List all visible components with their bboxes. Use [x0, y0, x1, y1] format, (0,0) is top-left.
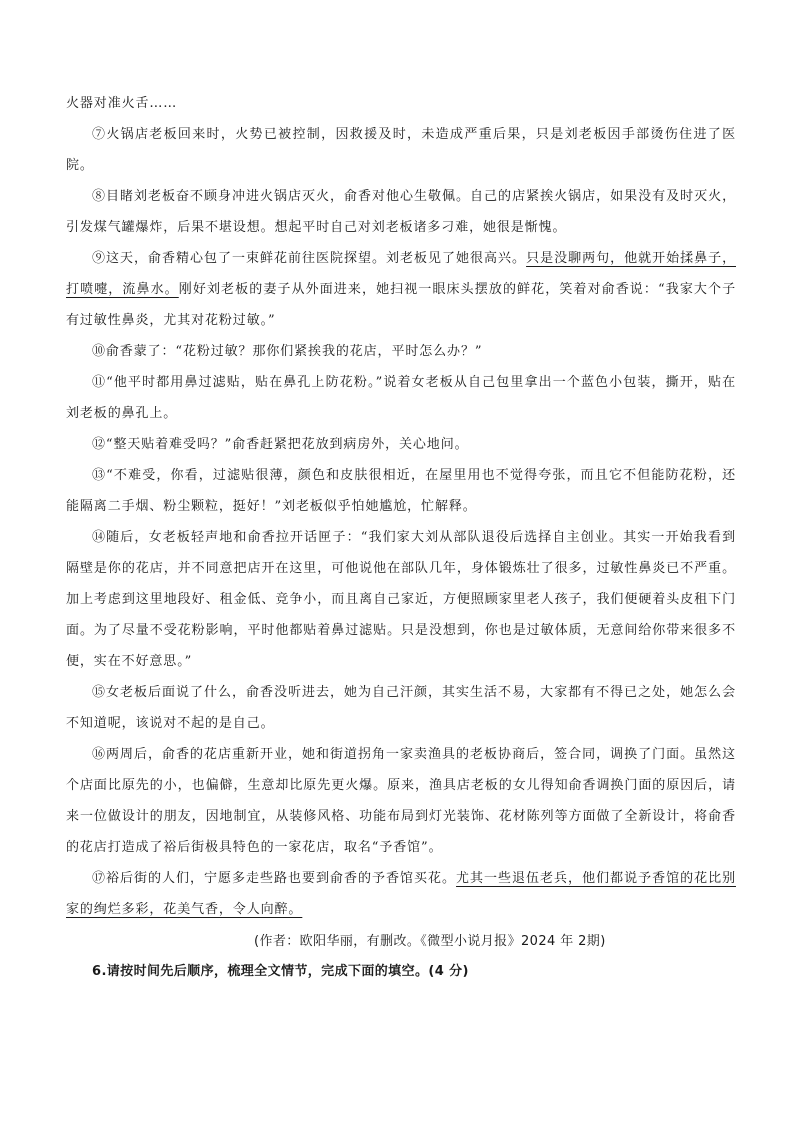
- paragraph-11: ⑪“他平时都用鼻过滤贴，贴在鼻孔上防花粉。”说着女老板从自己包里拿出一个蓝色小包装，撕开，贴在刘老板的鼻孔上。: [66, 375, 736, 421]
- paragraph-10: ⑩俞香蒙了：“花粉过敏？那你们紧挨我的花店，平时怎么办？”: [92, 344, 483, 359]
- paragraph-7: ⑦火锅店老板回来时，火势已被控制，因救援及时，未造成严重后果，只是刘老板因手部烫伤住进了医院。: [66, 127, 736, 173]
- paragraph-15: ⑮女老板后面说了什么，俞香没听进去，她为自己汗颜，其实生活不易，大家都有不得已之处，她怎么会不知道呢，该说对不起的是自己。: [66, 685, 736, 731]
- paragraph-16: ⑯两周后，俞香的花店重新开业，她和街道拐角一家卖渔具的老板协商后，签合同，调换了门面。虽然这个店面比原先的小，也偏僻，生意却比原先更火爆。原来，渔具店老板的女儿得知俞香调换门面的原因后，请来一位做设计的朋友，因地制宜，从装修风格、功能布局到灯光装饰、花材陈列等方面做了全新设计，将俞香的花店打造成了裕后街极具特色的一家花店，取名“予香馆”。: [66, 747, 736, 855]
- paragraph-8: ⑧目睹刘老板奋不顾身冲进火锅店灭火，俞香对他心生敬佩。自己的店紧挨火锅店，如果没有及时灭火，引发煤气罐爆炸，后果不堪设想。想起平时自己对刘老板诸多刁难，她很是惭愧。: [66, 189, 736, 235]
- paragraph-17: [66, 863, 736, 925]
- paragraph-9-text-b: 刚好刘老板的妻子从外面进来，她扫视一眼床头摆放的鲜花，笑着对俞香说：“我家大个子有过敏性鼻炎，尤其对花粉过敏。”: [66, 282, 736, 328]
- paragraph-9-underlined-sentence: 只是没聊两句，他就开始揉鼻子，打喷嚏，流鼻水。: [66, 251, 736, 297]
- paragraph-17-underlined-sentence: 尤其一些退伍老兵，他们都说予香馆的花比别家的绚烂多彩，花美气香，令人向醉。: [66, 871, 736, 917]
- paragraph-12: ⑫“整天贴着难受吗？”俞香赶紧把花放到病房外，关心地问。: [92, 437, 469, 452]
- paragraph-continuation: 火器对准火舌……: [66, 96, 178, 111]
- document-page: [66, 88, 736, 987]
- question-6: 6.请按时间先后顺序，梳理全文情节，完成下面的填空。(4 分): [92, 964, 469, 979]
- paragraph-13: ⑬“不难受，你看，过滤贴很薄，颜色和皮肤很相近，在屋里用也不觉得夸张，而且它不但能防花粉，还能隔离二手烟、粉尘颗粒，挺好！”刘老板似乎怕她尴尬，忙解释。: [66, 468, 736, 514]
- paragraph-9-text-a: ⑨这天，俞香精心包了一束鲜花前往医院探望。刘老板见了她很高兴。: [92, 251, 527, 266]
- paragraph-17-text-a: ⑰裕后街的人们，宁愿多走些路也要到俞香的予香馆买花。: [92, 871, 457, 886]
- source-citation: (作者：欧阳华丽，有删改。《微型小说月报》2024 年 2期): [254, 934, 606, 949]
- paragraph-14: ⑭随后，女老板轻声地和俞香拉开话匣子：“我们家大刘从部队退役后选择自主创业。其实一开始我看到隔壁是你的花店，并不同意把店开在这里，可他说他在部队几年，身体锻炼壮了很多，过敏性鼻炎已不严重。加上考虑到这里地段好、租金低、竞争小，而且离自己家近，方便照顾家里老人孩子，我们便硬着头皮租下门面。为了尽量不受花粉影响，平时他都贴着鼻过滤贴。只是没想到，你也是过敏体质，无意间给你带来很多不便，实在不好意思。”: [66, 530, 736, 669]
- paragraph-9: [66, 243, 736, 336]
